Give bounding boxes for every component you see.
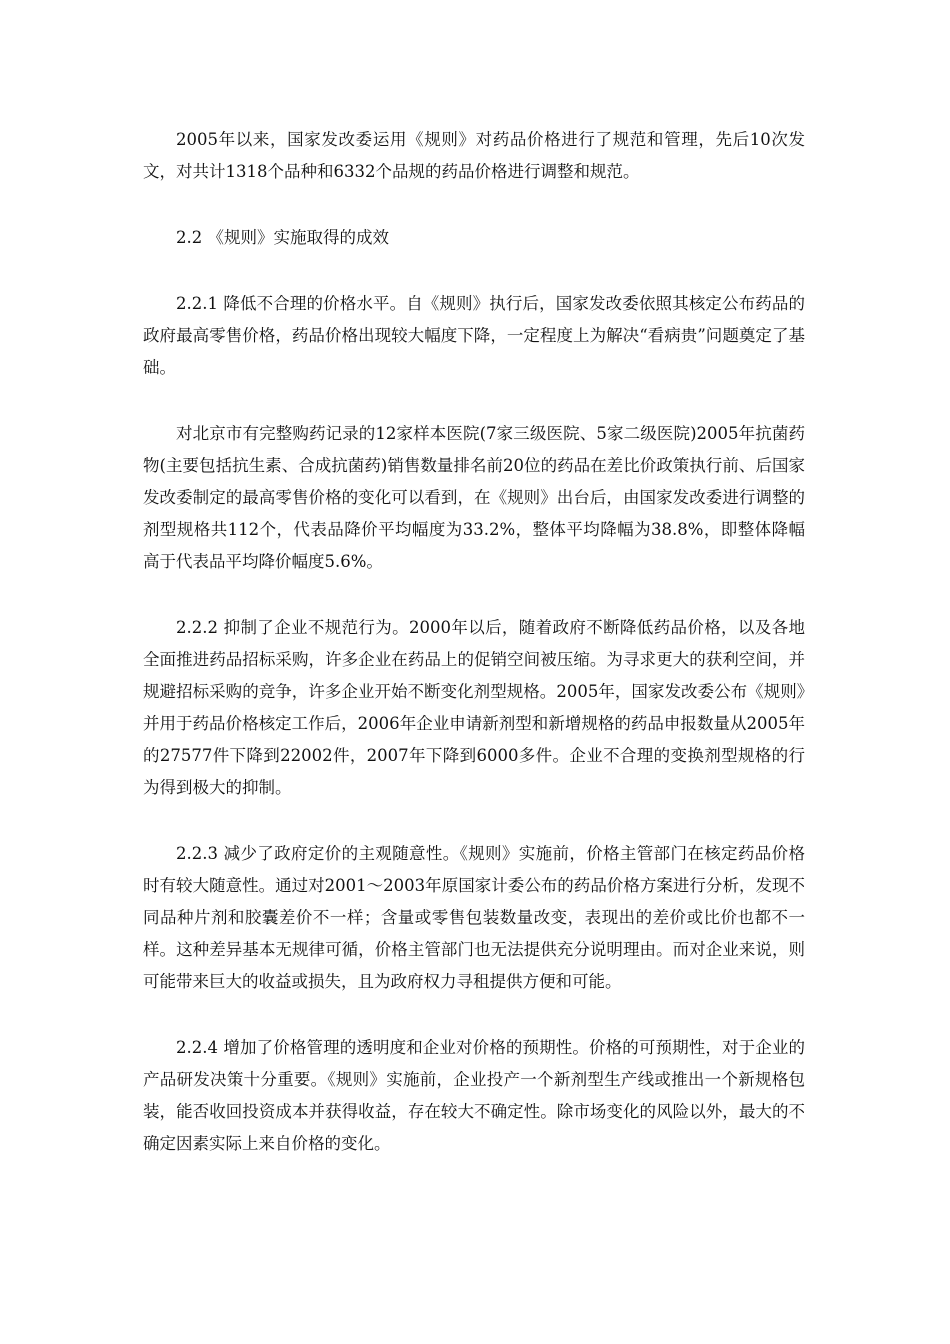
paragraph-2-2-1: 2.2.1 降低不合理的价格水平。自《规则》执行后，国家发改委依照其核定公布药品的政府最高零售价格，药品价格出现较大幅度下降，一定程度上为解决“看病贵”问题奠定了基础。 xyxy=(143,294,805,377)
paragraph-intro: 2005年以来，国家发改委运用《规则》对药品价格进行了规范和管理，先后10次发文，对共计1318个品种和6332个品规的药品价格进行调整和规范。 xyxy=(143,130,805,181)
paragraph-beijing-sample: 对北京市有完整购药记录的12家样本医院(7家三级医院、5家二级医院)2005年抗菌药物(主要包括抗生素、合成抗菌药)销售数量排名前20位的药品在差比价政策执行前、后国家发改委制定的最高零售价格的变化可以看到，在《规则》出台后，由国家发改委进行调整的剂型规格共112个，代表品降价平均幅度为33.2%，整体平均降幅为38.8%，即整体降幅高于代表品平均降价幅度5.6%。 xyxy=(143,424,805,571)
paragraph-2-2-4: 2.2.4 增加了价格管理的透明度和企业对价格的预期性。价格的可预期性，对于企业的产品研发决策十分重要。《规则》实施前，企业投产一个新剂型生产线或推出一个新规格包装，能否收回投资成本并获得收益，存在较大不确定性。除市场变化的风险以外，最大的不确定因素实际上来自价格的变化。 xyxy=(143,1038,805,1153)
section-heading-2-2: 2.2 《规则》实施取得的成效 xyxy=(176,228,389,247)
paragraph-2-2-2: 2.2.2 抑制了企业不规范行为。2000年以后，随着政府不断降低药品价格，以及各地全面推进药品招标采购，许多企业在药品上的促销空间被压缩。为寻求更大的获利空间，并规避招标采购的竞争，许多企业开始不断变化剂型规格。2005年，国家发改委公布《规则》并用于药品价格核定工作后，2006年企业申请新剂型和新增规格的药品申报数量从2005年的27577件下降到22002件，2007年下降到6000多件。企业不合理的变换剂型规格的行为得到极大的抑制。 xyxy=(143,618,805,797)
document-body xyxy=(143,124,805,1194)
paragraph-2-2-3: 2.2.3 减少了政府定价的主观随意性。《规则》实施前，价格主管部门在核定药品价格时有较大随意性。通过对2001～2003年原国家计委公布的药品价格方案进行分析，发现不同品种片剂和胶囊差价不一样；含量或零售包装数量改变，表现出的差价或比价也都不一样。这种差异基本无规律可循，价格主管部门也无法提供充分说明理由。而对企业来说，则可能带来巨大的收益或损失，且为政府权力寻租提供方便和可能。 xyxy=(143,844,805,991)
